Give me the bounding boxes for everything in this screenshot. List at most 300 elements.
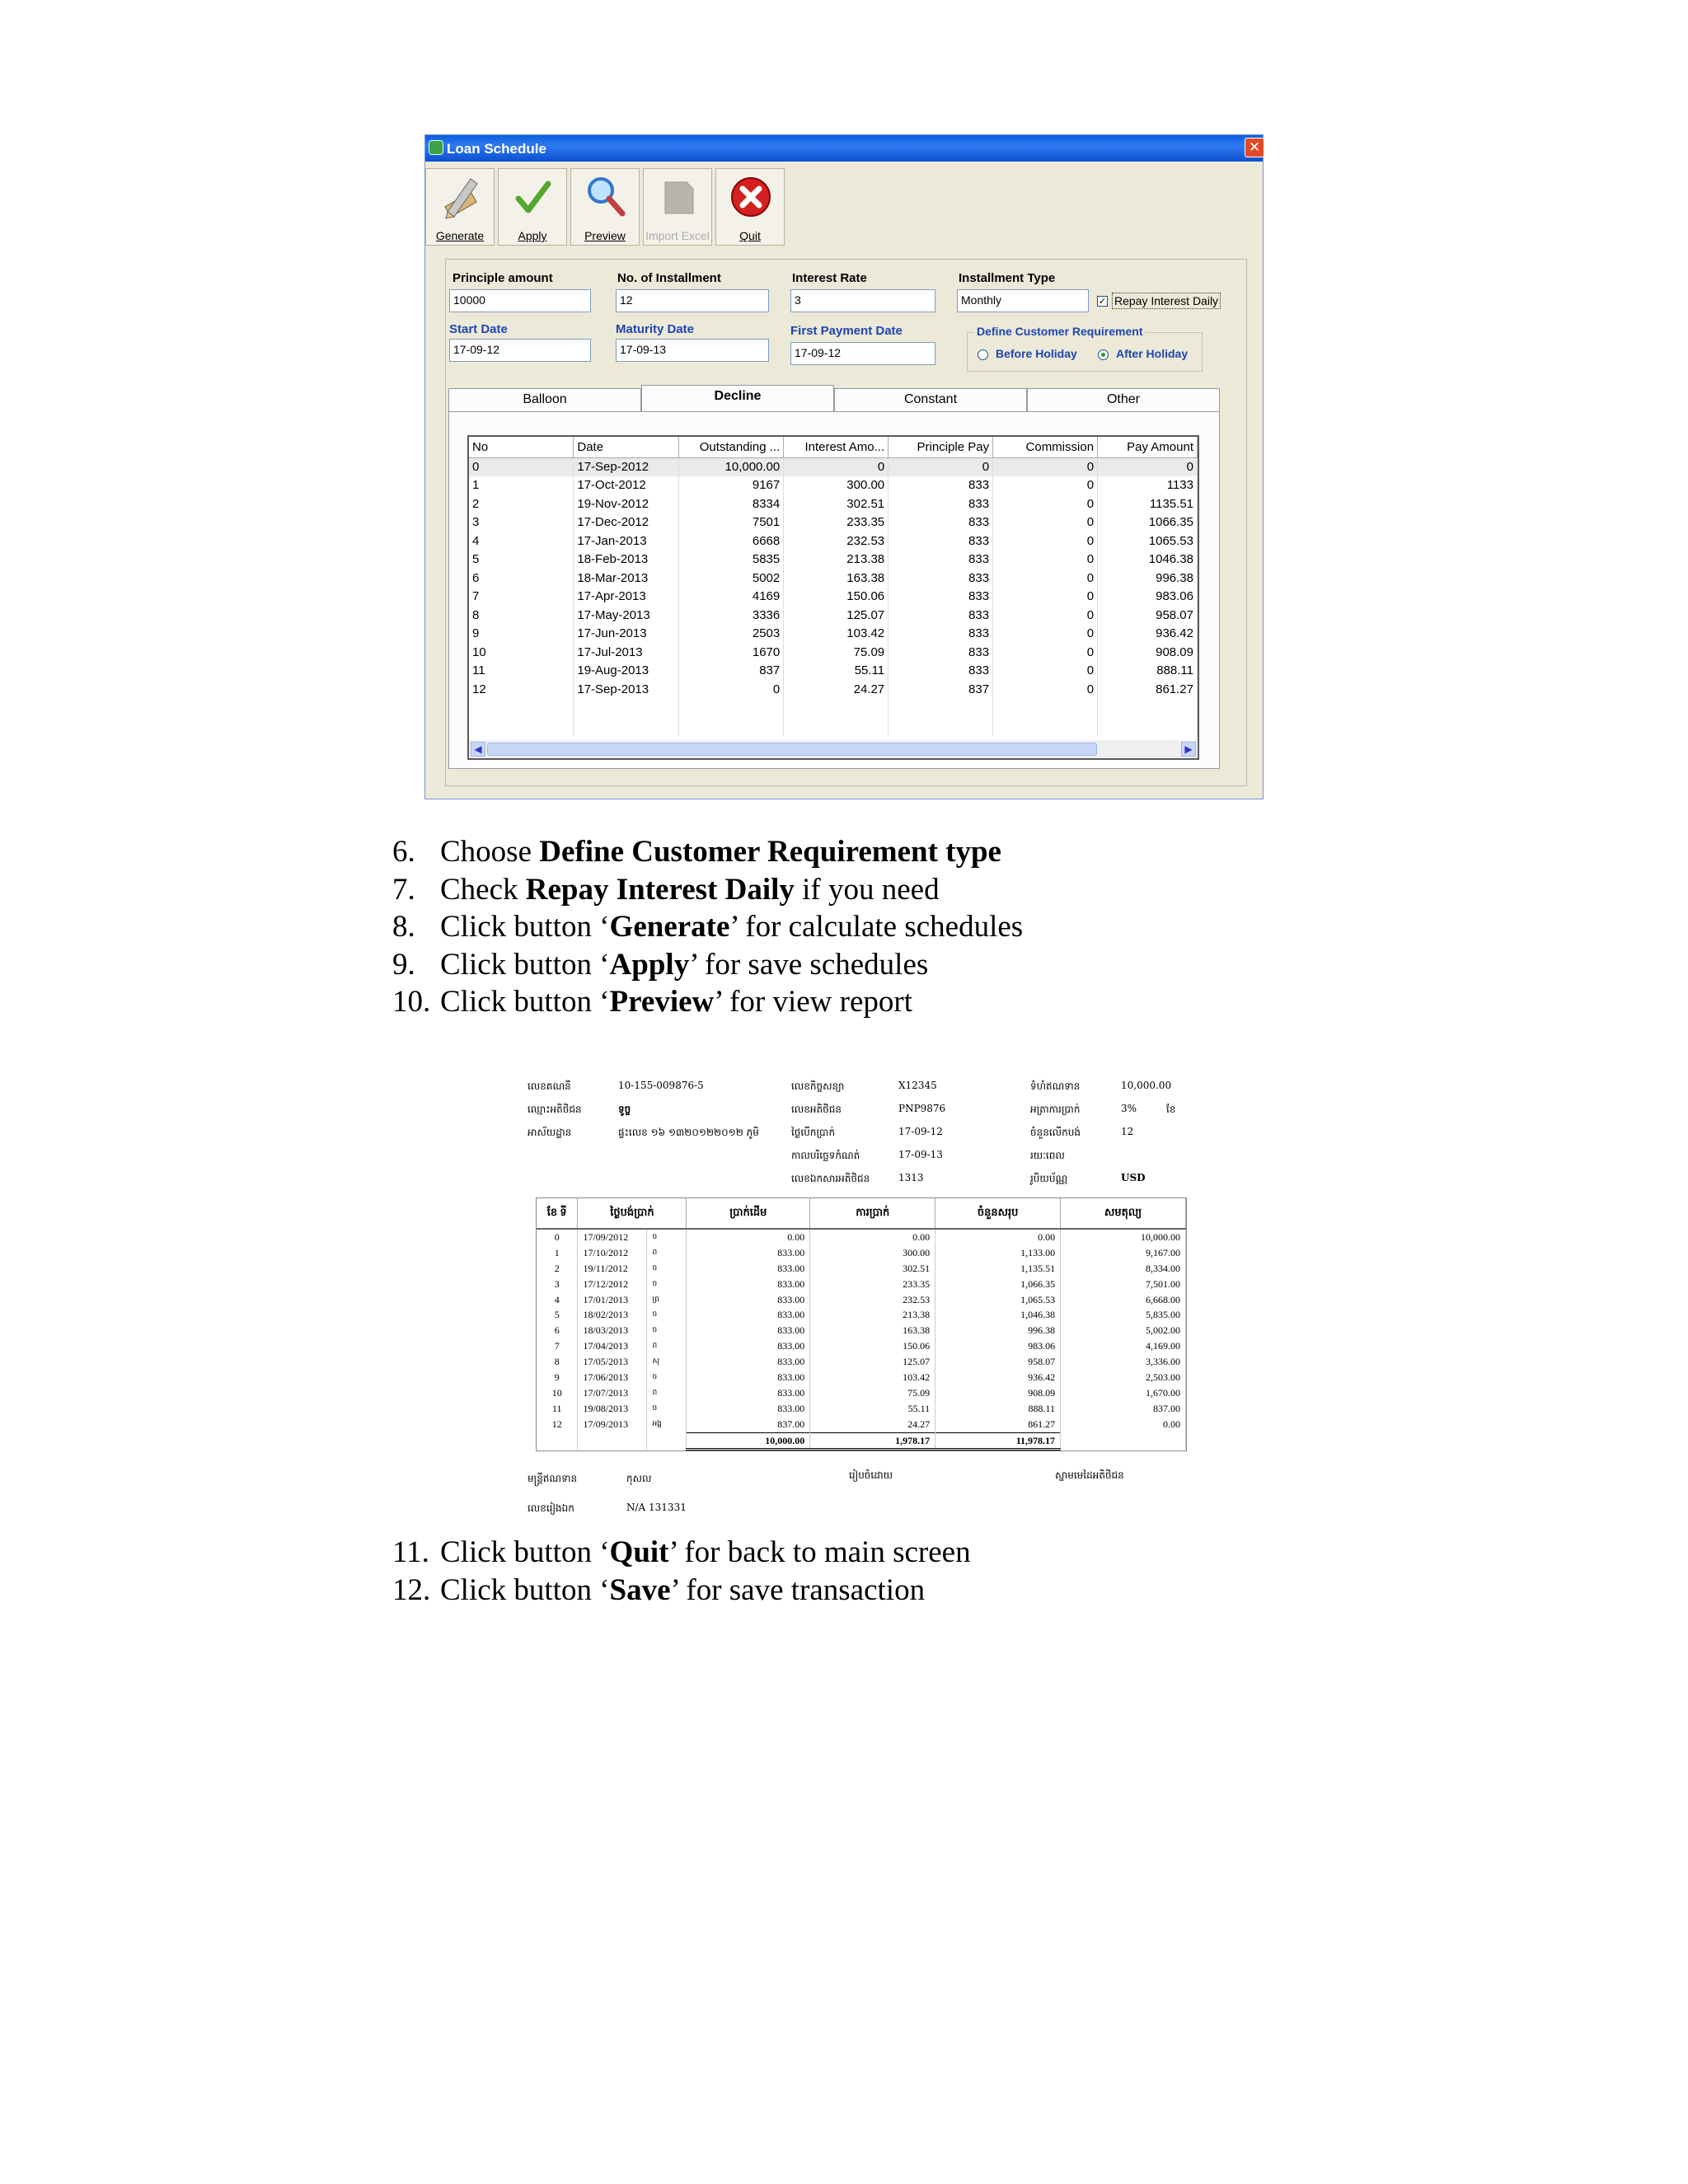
report-cell: 17/10/2012 (578, 1245, 647, 1261)
report-cell: ច (647, 1261, 687, 1277)
report-cell: 17/01/2013 (578, 1292, 647, 1308)
report-cell: 1,135.51 (935, 1261, 1061, 1277)
grid-cell (1098, 717, 1198, 736)
grid-cell: 103.42 (784, 625, 889, 644)
start-date-input[interactable]: 17-09-12 (449, 339, 591, 362)
report-cell: 1,046.38 (935, 1307, 1061, 1323)
report-cell: 0 (537, 1229, 578, 1245)
grid-cell: 8334 (679, 494, 784, 513)
grid-cell: 4169 (679, 588, 784, 607)
step-emphasis: Define Customer Requirement type (539, 835, 1001, 869)
scroll-left-arrow-icon[interactable]: ◀ (471, 742, 485, 757)
report-cell: អង្គ (647, 1417, 687, 1432)
report-cell: 8,334.00 (1061, 1261, 1186, 1277)
grid-cell: 6 (469, 569, 574, 588)
grid-row[interactable] (469, 680, 1198, 699)
report-cell: 302.51 (810, 1261, 935, 1277)
report-cell: 150.06 (810, 1338, 935, 1354)
report-cell (537, 1432, 578, 1450)
step-number: 9. (392, 947, 415, 982)
report-cell: ច (647, 1323, 687, 1338)
no-installment-label: No. of Installment (617, 271, 721, 285)
quit-button[interactable] (715, 168, 785, 246)
report-field-value: 17-09-13 (898, 1149, 943, 1160)
grid-cell (679, 699, 784, 718)
start-date-label: Start Date (449, 322, 508, 336)
grid-cell: 936.42 (1098, 625, 1198, 644)
report-cell: ច (647, 1370, 687, 1385)
grid-cell (574, 699, 679, 718)
grid-cell: 833 (889, 476, 993, 495)
report-field-label: ថ្ងៃបើកប្រាក់ (791, 1127, 836, 1138)
report-cell: 300.00 (810, 1245, 935, 1261)
report-cell: 1 (537, 1245, 578, 1261)
report-row (537, 1277, 1186, 1292)
report-row (537, 1229, 1186, 1245)
grid-cell: 0 (993, 476, 1098, 495)
grid-cell: 996.38 (1098, 569, 1198, 588)
report-field-value: ទូច្ច (618, 1104, 631, 1115)
report-field-value: 3% (1121, 1103, 1137, 1114)
tab-content (448, 411, 1220, 769)
tab-decline[interactable]: Decline (641, 385, 834, 413)
grid-cell: 833 (889, 513, 993, 532)
grid-empty-row (469, 699, 1198, 718)
grid-cell: 6668 (679, 532, 784, 551)
grid-cell (889, 699, 993, 718)
report-cell: 4 (537, 1292, 578, 1308)
report-table-container (536, 1197, 1187, 1451)
report-cell: 833.00 (687, 1277, 810, 1292)
step-emphasis: Repay Interest Daily (525, 872, 795, 907)
report-field-label: អត្រាការប្រាក់ (1030, 1104, 1081, 1115)
report-total-cell: 11,978.17 (935, 1432, 1061, 1450)
import-excel-label: Import Excel (645, 229, 710, 242)
report-cell: ច (647, 1229, 687, 1245)
step-emphasis: Quit (609, 1535, 669, 1569)
report-cell: 996.38 (935, 1323, 1061, 1338)
report-footer-text: រៀបចំដោយ (849, 1469, 893, 1481)
grid-cell: 163.38 (784, 569, 889, 588)
grid-cell: 908.09 (1098, 643, 1198, 662)
grid-cell: 10,000.00 (679, 457, 784, 476)
schedule-panel (445, 259, 1247, 786)
grid-cell: 0 (993, 457, 1098, 476)
customer-requirement-label: Define Customer Requirement (974, 325, 1145, 338)
step-text: Choose (440, 835, 540, 869)
grid-cell: 19-Aug-2013 (574, 662, 679, 681)
grid-cell: 213.38 (784, 551, 889, 569)
step-text: if you need (794, 872, 940, 907)
report-cell: 163.38 (810, 1323, 935, 1338)
report-cell: 17/09/2013 (578, 1417, 647, 1432)
report-cell (647, 1432, 687, 1450)
import-excel-button[interactable] (643, 168, 712, 246)
report-field-label: លេខឯកសារអតិថិជន (791, 1173, 870, 1184)
step-number: 7. (392, 872, 415, 907)
grid-row[interactable] (469, 457, 1198, 476)
grid-cell: 300.00 (784, 476, 889, 495)
report-cell: 8 (537, 1354, 578, 1370)
report-footer-text: N/A 131331 (626, 1502, 687, 1513)
report-field-value: PNP9876 (898, 1103, 946, 1114)
grid-cell: 5835 (679, 551, 784, 569)
report-footer-text: កុសល (626, 1473, 652, 1484)
grid-cell: 1046.38 (1098, 551, 1198, 569)
grid-cell: 18-Mar-2013 (574, 569, 679, 588)
step-text: ’ for calculate schedules (729, 910, 1024, 944)
report-cell (1061, 1432, 1186, 1450)
grid-cell: 150.06 (784, 588, 889, 607)
report-cell: ច (647, 1277, 687, 1292)
grid-row[interactable] (469, 643, 1198, 662)
grid-cell: 9 (469, 625, 574, 644)
app-shield-icon (429, 140, 443, 155)
grid-row[interactable] (469, 532, 1198, 551)
report-cell: 213.38 (810, 1307, 935, 1323)
generate-label: Generate (435, 229, 485, 242)
installment-type-label: Installment Type (959, 271, 1056, 285)
report-cell: 19/08/2013 (578, 1401, 647, 1417)
preview-button[interactable] (570, 168, 640, 246)
grid-cell (993, 699, 1098, 718)
grid-cell: 75.09 (784, 643, 889, 662)
report-cell: 6 (537, 1323, 578, 1338)
report-footer-text: លេខរៀងឯក (528, 1502, 574, 1514)
grid-cell: 7501 (679, 513, 784, 532)
grid-header-cell[interactable]: Date (574, 437, 679, 457)
report-totals-row (537, 1432, 1186, 1450)
report-cell: 7,501.00 (1061, 1277, 1186, 1292)
grid-cell (469, 699, 574, 718)
grid-cell: 861.27 (1098, 680, 1198, 699)
report-cell: 19/11/2012 (578, 1261, 647, 1277)
grid-cell: 833 (889, 625, 993, 644)
report-cell: 888.11 (935, 1401, 1061, 1417)
report-cell: 5,835.00 (1061, 1307, 1186, 1323)
no-installment-input[interactable]: 12 (616, 289, 769, 312)
step-text: ’ for view report (714, 985, 912, 1019)
grid-cell: 0 (889, 457, 993, 476)
grid-cell: 833 (889, 643, 993, 662)
grid-row[interactable] (469, 494, 1198, 513)
report-cell: 958.07 (935, 1354, 1061, 1370)
grid-cell: 837 (889, 680, 993, 699)
report-field-label: រូបិយប័ណ្ណ (1030, 1173, 1068, 1184)
grid-cell: 17-Sep-2013 (574, 680, 679, 699)
report-header-cell: សមតុល្យ (1061, 1198, 1186, 1229)
report-cell: 17/05/2013 (578, 1354, 647, 1370)
report-cell: ព (647, 1245, 687, 1261)
window-title: Loan Schedule (447, 141, 546, 157)
repay-interest-daily-label: Repay Interest Daily (1112, 293, 1221, 309)
report-cell: 0.00 (687, 1229, 810, 1245)
apply-button[interactable] (498, 168, 567, 246)
grid-header-cell[interactable]: Outstanding ... (679, 437, 784, 457)
grid-cell: 837 (679, 662, 784, 681)
report-field-label: រយៈពេល (1030, 1150, 1065, 1161)
report-cell: 0.00 (1061, 1417, 1186, 1432)
grid-cell: 233.35 (784, 513, 889, 532)
report-cell: 983.06 (935, 1338, 1061, 1354)
report-cell: 10,000.00 (1061, 1229, 1186, 1245)
step-emphasis: Preview (609, 985, 715, 1019)
report-field-label: ទំហំឥណទាន (1030, 1080, 1081, 1092)
grid-cell: 19-Nov-2012 (574, 494, 679, 513)
report-cell: 6,668.00 (1061, 1292, 1186, 1308)
grid-cell: 17-Jul-2013 (574, 643, 679, 662)
apply-label: Apply (518, 229, 547, 242)
instruction-step (392, 1572, 925, 1608)
first-payment-date-input[interactable]: 17-09-12 (790, 342, 935, 365)
grid-cell: 4 (469, 532, 574, 551)
report-cell: 861.27 (935, 1417, 1061, 1432)
import-excel-icon (657, 174, 700, 220)
grid-cell (784, 699, 889, 718)
report-cell: 9 (537, 1370, 578, 1385)
step-text: ’ for save transaction (670, 1572, 926, 1607)
grid-row[interactable] (469, 662, 1198, 681)
report-cell: 17/09/2012 (578, 1229, 647, 1245)
report-cell: 11 (537, 1401, 578, 1417)
report-cell: 2 (537, 1261, 578, 1277)
grid-cell: 2 (469, 494, 574, 513)
scrollbar-thumb[interactable] (487, 743, 1097, 756)
report-cell: 75.09 (810, 1385, 935, 1401)
grid-cell: 2503 (679, 625, 784, 644)
grid-cell (784, 717, 889, 736)
first-payment-date-label: First Payment Date (790, 324, 903, 338)
grid-cell: 8 (469, 606, 574, 625)
report-cell: 833.00 (687, 1245, 810, 1261)
report-row (537, 1307, 1186, 1323)
loan-schedule-window (424, 134, 1264, 799)
grid-cell: 232.53 (784, 532, 889, 551)
step-text: Click button ‘ (440, 985, 610, 1019)
principle-amount-label: Principle amount (452, 271, 553, 285)
report-row (537, 1323, 1186, 1338)
report-cell: 936.42 (935, 1370, 1061, 1385)
schedule-grid[interactable] (467, 435, 1199, 760)
report-field-value: X12345 (898, 1080, 937, 1091)
grid-cell: 833 (889, 532, 993, 551)
report-cell: 1,066.35 (935, 1277, 1061, 1292)
report-cell: 1,133.00 (935, 1245, 1061, 1261)
installment-type-select[interactable]: Monthly (957, 289, 1089, 312)
grid-row[interactable] (469, 551, 1198, 569)
step-text: ’ for back to main screen (668, 1535, 971, 1569)
report-footer-text: ស្នាមមេដៃអតិថិជន (1055, 1469, 1124, 1481)
grid-cell: 833 (889, 606, 993, 625)
report-row (537, 1338, 1186, 1354)
maturity-date-input[interactable]: 17-09-13 (616, 339, 769, 362)
grid-header-cell[interactable]: Principle Pay (889, 437, 993, 457)
tab-constant[interactable]: Constant (834, 388, 1027, 411)
grid-cell: 17-May-2013 (574, 606, 679, 625)
instruction-step (392, 834, 1001, 869)
grid-cell: 302.51 (784, 494, 889, 513)
grid-header-cell[interactable]: No (469, 437, 574, 457)
report-header-cell: ថ្ងៃបង់ប្រាក់ (578, 1198, 687, 1229)
report-cell: 7 (537, 1338, 578, 1354)
title-bar[interactable] (425, 135, 1263, 162)
grid-cell (574, 717, 679, 736)
report-header-cell: ការប្រាក់ (810, 1198, 935, 1229)
grid-cell: 9167 (679, 476, 784, 495)
grid-cell: 5 (469, 551, 574, 569)
report-cell: 837.00 (1061, 1401, 1186, 1417)
report-cell: ព្រ (647, 1292, 687, 1308)
report-field-value: 10-155-009876-5 (618, 1080, 704, 1091)
quit-label: Quit (739, 229, 761, 242)
grid-cell: 0 (993, 569, 1098, 588)
report-row (537, 1417, 1186, 1432)
generate-button[interactable] (425, 168, 495, 246)
grid-cell: 5002 (679, 569, 784, 588)
grid-row[interactable] (469, 606, 1198, 625)
principle-amount-input[interactable]: 10000 (449, 289, 591, 312)
step-text: Check (440, 872, 526, 907)
grid-cell: 125.07 (784, 606, 889, 625)
grid-cell: 958.07 (1098, 606, 1198, 625)
report-cell: 3,336.00 (1061, 1354, 1186, 1370)
grid-cell: 0 (993, 513, 1098, 532)
report-cell: 837.00 (687, 1417, 810, 1432)
instruction-step (392, 872, 940, 907)
report-cell: 10 (537, 1385, 578, 1401)
report-cell: ព (647, 1338, 687, 1354)
report-cell: 833.00 (687, 1307, 810, 1323)
grid-cell: 1 (469, 476, 574, 495)
report-field-label: ចំនួនលើកបង់ (1030, 1127, 1081, 1138)
report-field-label: អាស័យដ្ឋាន (528, 1127, 572, 1138)
rate-suffix: ខែ (1166, 1104, 1176, 1115)
report-cell: 5,002.00 (1061, 1323, 1186, 1338)
report-field-label: លេខគណនី (528, 1080, 571, 1092)
toolbar (425, 168, 788, 247)
grid-cell: 24.27 (784, 680, 889, 699)
checkmark-icon (512, 174, 555, 220)
report-cell: 125.07 (810, 1354, 935, 1370)
grid-cell: 0 (679, 680, 784, 699)
report-field-label: កាលបរិច្ឆេទកំណត់ (791, 1150, 860, 1161)
after-holiday-radio[interactable] (1098, 349, 1109, 360)
report-cell: 55.11 (810, 1401, 935, 1417)
grid-cell: 17-Jan-2013 (574, 532, 679, 551)
grid-cell: 1066.35 (1098, 513, 1198, 532)
report-cell: 3 (537, 1277, 578, 1292)
step-number: 6. (392, 835, 415, 869)
report-cell: ច (647, 1401, 687, 1417)
horizontal-scrollbar[interactable] (469, 740, 1198, 758)
scroll-right-arrow-icon[interactable]: ▶ (1181, 742, 1196, 757)
report-cell: 232.53 (810, 1292, 935, 1308)
interest-rate-input[interactable]: 3 (790, 289, 935, 312)
after-holiday-label: After Holiday (1116, 347, 1189, 360)
step-number: 8. (392, 910, 415, 944)
report-row (537, 1370, 1186, 1385)
report-cell: 833.00 (687, 1338, 810, 1354)
close-window-button[interactable]: ✕ (1245, 138, 1264, 157)
report-cell: 18/03/2013 (578, 1323, 647, 1338)
report-table (537, 1198, 1186, 1451)
grid-cell: 1133 (1098, 476, 1198, 495)
tab-other[interactable]: Other (1027, 388, 1220, 411)
grid-cell: 0 (469, 457, 574, 476)
before-holiday-radio[interactable] (978, 349, 988, 360)
grid-row[interactable] (469, 625, 1198, 644)
step-text: Click button ‘ (440, 910, 610, 944)
report-row (537, 1385, 1186, 1401)
report-field-value: 1313 (898, 1172, 924, 1183)
report-field-value: 17-09-12 (898, 1126, 943, 1137)
grid-row[interactable] (469, 513, 1198, 532)
instruction-step (392, 947, 928, 982)
report-cell (578, 1432, 647, 1450)
step-emphasis: Apply (609, 947, 690, 982)
grid-cell: 17-Oct-2012 (574, 476, 679, 495)
grid-header-cell[interactable]: Commission (993, 437, 1098, 457)
grid-cell (679, 717, 784, 736)
grid-header-cell[interactable]: Interest Amo... (784, 437, 889, 457)
report-cell: 233.35 (810, 1277, 935, 1292)
grid-cell: 12 (469, 680, 574, 699)
grid-cell: 7 (469, 588, 574, 607)
grid-cell: 1135.51 (1098, 494, 1198, 513)
grid-cell: 55.11 (784, 662, 889, 681)
tab-balloon[interactable]: Balloon (448, 388, 641, 411)
grid-row[interactable] (469, 476, 1198, 495)
report-cell: 18/02/2013 (578, 1307, 647, 1323)
report-cell: 908.09 (935, 1385, 1061, 1401)
report-cell: ព (647, 1385, 687, 1401)
report-row (537, 1245, 1186, 1261)
report-cell: 833.00 (687, 1261, 810, 1277)
report-row (537, 1401, 1186, 1417)
grid-cell: 0 (993, 662, 1098, 681)
step-emphasis: Save (609, 1572, 671, 1607)
report-cell: 12 (537, 1417, 578, 1432)
grid-cell: 3336 (679, 606, 784, 625)
step-text: Click button ‘ (440, 1535, 610, 1569)
report-field-value: ផ្ទះលេខ ១៦ ១៣២០១២២០១២ ភូមិ (618, 1127, 759, 1138)
report-cell: 17/12/2012 (578, 1277, 647, 1292)
report-header-cell: ខែ ទី (537, 1198, 578, 1229)
grid-cell: 0 (784, 457, 889, 476)
grid-cell: 0 (993, 606, 1098, 625)
grid-row[interactable] (469, 569, 1198, 588)
report-field-value: 10,000.00 (1121, 1080, 1172, 1091)
grid-cell: 833 (889, 569, 993, 588)
step-text: Click button ‘ (440, 1572, 610, 1607)
grid-row[interactable] (469, 588, 1198, 607)
grid-cell: 0 (993, 532, 1098, 551)
grid-cell (993, 717, 1098, 736)
report-cell: 1,670.00 (1061, 1385, 1186, 1401)
report-cell: 833.00 (687, 1401, 810, 1417)
repay-interest-daily-checkbox[interactable]: ✓ (1098, 296, 1107, 307)
report-total-cell: 1,978.17 (810, 1432, 935, 1450)
grid-header-cell[interactable]: Pay Amount (1098, 437, 1198, 457)
report-cell: 1,065.53 (935, 1292, 1061, 1308)
report-cell: 833.00 (687, 1370, 810, 1385)
report-cell: 9,167.00 (1061, 1245, 1186, 1261)
grid-cell (1098, 699, 1198, 718)
grid-cell: 1065.53 (1098, 532, 1198, 551)
quit-icon (729, 174, 772, 220)
report-cell: 17/07/2013 (578, 1385, 647, 1401)
step-number: 11. (392, 1535, 429, 1569)
